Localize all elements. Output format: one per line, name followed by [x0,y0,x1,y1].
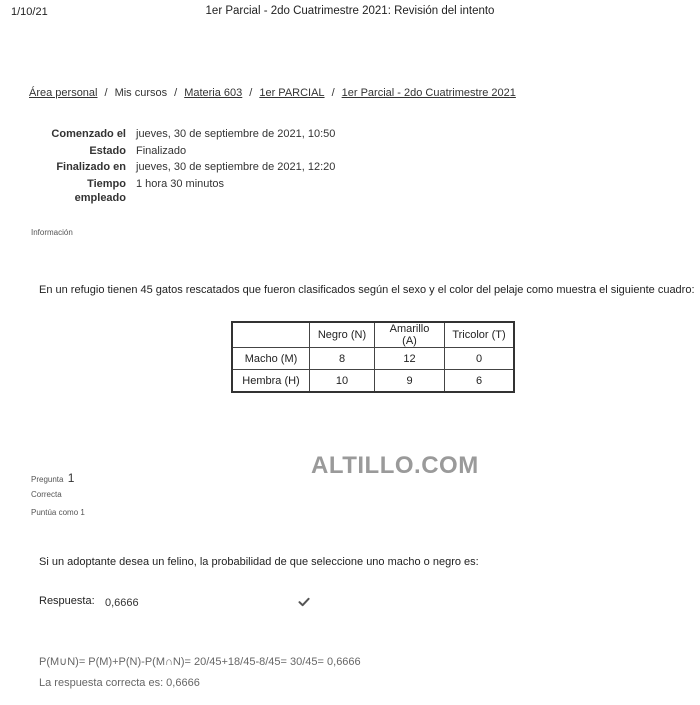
table-cell: 9 [375,370,445,393]
solution-text: P(M∪N)= P(M)+P(N)-P(M∩N)= 20/45+18/45-8/45= 30/45= 0,6666 [39,656,361,668]
time-label [30,178,136,206]
time-label-line1: Tiempo [87,177,126,190]
table-cell: 10 [310,370,375,393]
breadcrumb-parcial[interactable]: 1er PARCIAL [259,87,325,99]
summary-state-row [30,145,335,159]
table-header-cell: Negro (N) [310,322,375,348]
table-cell: Macho (M) [232,348,310,370]
answer-label: Respuesta: [39,595,95,607]
summary-started-row [30,128,335,142]
breadcrumb-separator: / [249,87,253,99]
breadcrumb-mis-cursos: Mis cursos [114,87,168,99]
started-label: Comenzado el [51,128,126,140]
table-cell: 8 [310,348,375,370]
table-cell: 0 [445,348,515,370]
table-header-cell: Amarillo (A) [375,322,445,348]
info-label: Información [31,228,73,237]
breadcrumb-separator: / [174,87,178,99]
table-row [232,348,514,370]
table-header-cell: Tricolor (T) [445,322,515,348]
question-text: Si un adoptante desea un felino, la probabilidad de que seleccione uno macho o negro es: [39,556,479,568]
summary-time-row [30,178,335,206]
table-row [232,370,514,393]
table-header-row [232,322,514,348]
table-cell: 6 [445,370,515,393]
data-table [231,321,515,393]
breadcrumb [29,87,516,99]
question-number: 1 [67,471,75,485]
question-label-text: Pregunta [31,475,64,484]
time-label-line2: empleado [74,192,126,204]
print-date: 1/10/21 [11,6,48,18]
table-cell: Hembra (H) [232,370,310,393]
question-score: Puntúa como 1 [31,508,85,517]
page-title: 1er Parcial - 2do Cuatrimestre 2021: Revisión del intento [205,5,495,17]
breadcrumb-materia[interactable]: Materia 603 [184,87,243,99]
table-header-cell [232,322,310,348]
question-label [31,471,74,485]
finished-value: jueves, 30 de septiembre de 2021, 12:20 [136,161,336,173]
state-value: Finalizado [136,144,187,157]
summary-finished-row [30,161,335,175]
breadcrumb-quiz[interactable]: 1er Parcial - 2do Cuatrimestre 2021 [341,87,516,99]
watermark: ALTILLO.COM [311,452,479,479]
question-status: Correcta [31,490,62,499]
table-cell: 12 [375,348,445,370]
finished-label: Finalizado en [56,161,126,173]
answer-value: 0,6666 [105,597,139,609]
time-value: 1 hora 30 minutos [136,177,225,190]
breadcrumb-separator: / [331,87,335,99]
attempt-summary [30,128,335,209]
state-label: Estado [89,144,126,157]
check-icon [298,596,310,608]
info-intro-text: En un refugio tienen 45 gatos rescatados que fueron clasificados según el sexo y el color del pelaje como muestra el siguiente cuadro: [39,284,695,296]
started-value: jueves, 30 de septiembre de 2021, 10:50 [136,128,336,140]
breadcrumb-separator: / [104,87,108,99]
correct-answer-text: La respuesta correcta es: 0,6666 [39,677,200,689]
breadcrumb-area-personal[interactable]: Área personal [29,87,98,99]
